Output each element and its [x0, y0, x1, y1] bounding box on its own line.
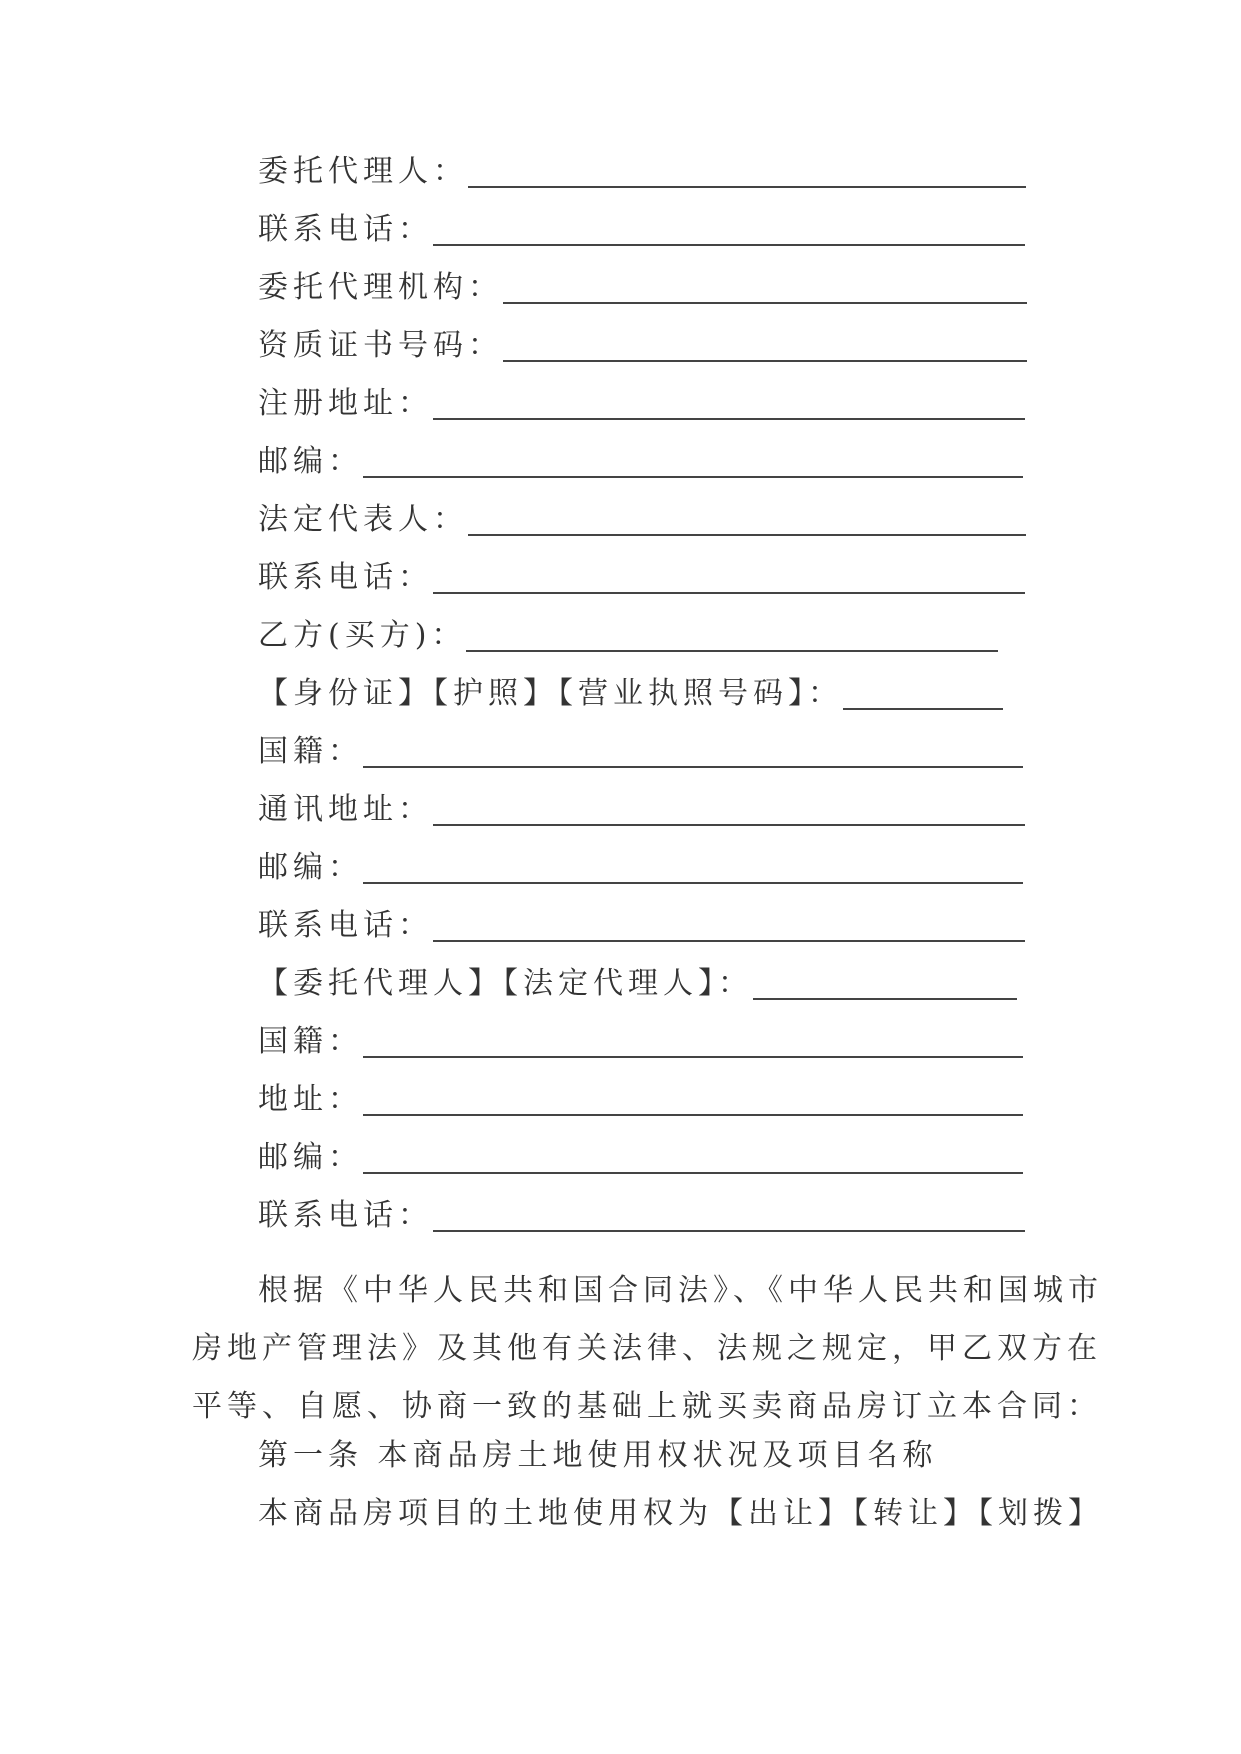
field-label: 注册地址： — [258, 386, 433, 421]
field-phone — [258, 204, 1025, 250]
fill-in-blank[interactable] — [363, 878, 1023, 884]
article-heading: 第一条 本商品房土地使用权状况及项目名称 — [258, 1438, 938, 1473]
field-label: 联系电话： — [258, 212, 433, 247]
field-postcode — [258, 1132, 1023, 1178]
fill-in-blank[interactable] — [843, 704, 1003, 710]
field-legal-representative — [258, 494, 1026, 540]
fill-in-blank[interactable] — [753, 994, 1017, 1000]
field-label: 邮编： — [258, 1140, 363, 1175]
fill-in-blank[interactable] — [363, 1168, 1023, 1174]
field-label: 法定代表人： — [258, 502, 468, 537]
fill-in-blank[interactable] — [433, 240, 1025, 246]
field-label: 邮编： — [258, 850, 363, 885]
field-address — [258, 1074, 1023, 1120]
field-phone — [258, 552, 1025, 598]
field-label: 乙方(买方)： — [258, 618, 467, 653]
field-label: 资质证书号码： — [258, 328, 503, 363]
intro-paragraph — [192, 1262, 1103, 1436]
fill-in-blank[interactable] — [468, 530, 1026, 536]
field-postcode — [258, 842, 1023, 888]
fill-in-blank[interactable] — [466, 646, 998, 652]
field-label: 国籍： — [258, 734, 363, 769]
field-label: 【委托代理人】【法定代理人】： — [258, 966, 753, 1001]
field-mailing-address — [258, 784, 1025, 830]
field-agent-type — [258, 958, 1017, 1004]
fill-in-blank[interactable] — [363, 472, 1023, 478]
fill-in-blank[interactable] — [433, 936, 1025, 942]
paragraph-line: 根据《中华人民共和国合同法》、《中华人民共和国城市 — [258, 1273, 1103, 1308]
field-phone — [258, 1190, 1025, 1236]
field-nationality — [258, 726, 1023, 772]
field-label: 国籍： — [258, 1024, 363, 1059]
fill-in-blank[interactable] — [363, 1052, 1023, 1058]
fill-in-blank[interactable] — [363, 762, 1023, 768]
field-label: 联系电话： — [258, 1198, 433, 1233]
field-agent — [258, 146, 1026, 192]
field-id-type — [258, 668, 1003, 714]
field-buyer — [258, 610, 998, 656]
fill-in-blank[interactable] — [433, 1226, 1025, 1232]
article-text: 本商品房项目的土地使用权为【出让】【转让】【划拨】 — [258, 1496, 1103, 1531]
field-phone — [258, 900, 1025, 946]
fill-in-blank[interactable] — [433, 414, 1025, 420]
fill-in-blank[interactable] — [363, 1110, 1023, 1116]
field-label: 通讯地址： — [258, 792, 433, 827]
fill-in-blank[interactable] — [503, 356, 1027, 362]
paragraph-line: 房地产管理法》及其他有关法律、法规之规定，甲乙双方在 — [192, 1331, 1102, 1366]
field-label: 联系电话： — [258, 560, 433, 595]
field-label: 委托代理机构： — [258, 270, 503, 305]
fill-in-blank[interactable] — [433, 820, 1025, 826]
field-nationality — [258, 1016, 1023, 1062]
field-label: 【身份证】【护照】【营业执照号码】： — [258, 676, 843, 711]
field-agency — [258, 262, 1027, 308]
field-registered-address — [258, 378, 1025, 424]
fill-in-blank[interactable] — [468, 182, 1026, 188]
fill-in-blank[interactable] — [433, 588, 1025, 594]
field-label: 邮编： — [258, 444, 363, 479]
field-label: 联系电话： — [258, 908, 433, 943]
field-certificate-number — [258, 320, 1027, 366]
paragraph-line: 平等、自愿、协商一致的基础上就买卖商品房订立本合同： — [192, 1389, 1102, 1424]
field-label: 委托代理人： — [258, 154, 468, 189]
field-label: 地址： — [258, 1082, 363, 1117]
fill-in-blank[interactable] — [503, 298, 1027, 304]
field-postcode — [258, 436, 1023, 482]
